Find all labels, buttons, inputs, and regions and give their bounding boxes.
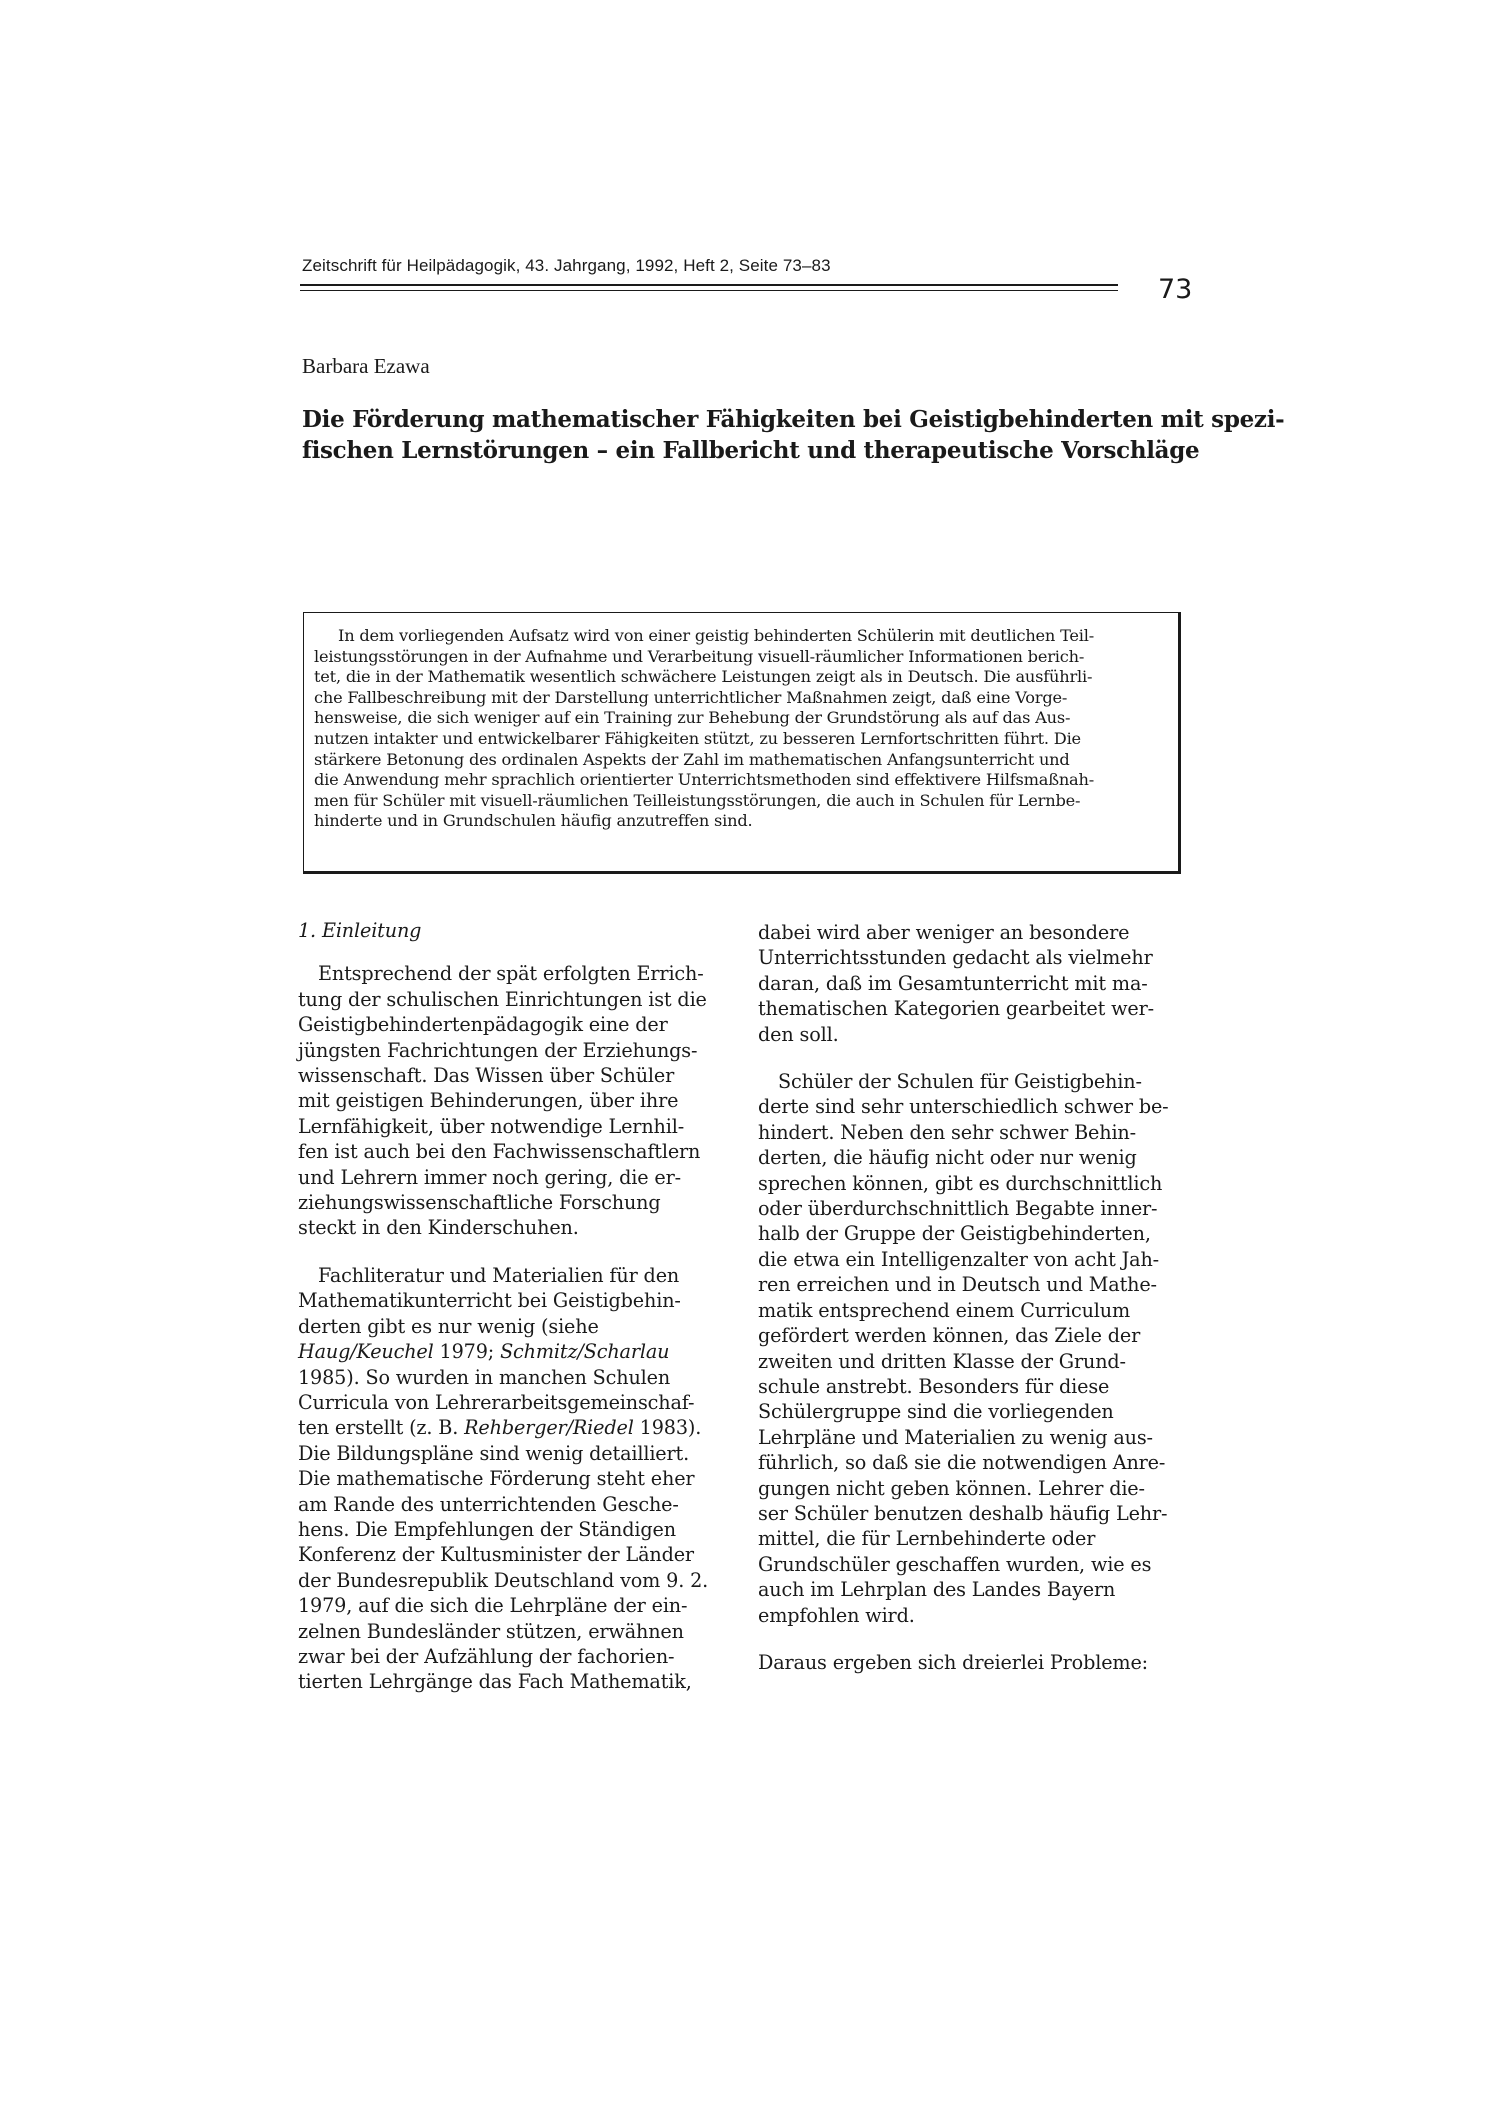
text-line: hens. Die Empfehlungen der Ständigen [298, 1517, 676, 1541]
abstract-line: stärkere Betonung des ordinalen Aspekts der Zahl im mathematischen Anfangsunterricht und [314, 749, 1070, 769]
text-line: sprechen können, gibt es durchschnittlich [758, 1171, 1163, 1195]
text-line: derte sind sehr unterschiedlich schwer be- [758, 1095, 1169, 1119]
title-line: fischen Lernstörungen – ein Fallbericht und therapeutische Vorschläge [302, 437, 1200, 464]
abstract-line: hensweise, die sich weniger auf ein Training zur Behebung der Grundstörung als auf das Aus- [314, 708, 1071, 728]
text-line: oder überdurchschnittlich Begabte inner- [758, 1197, 1158, 1221]
text-line: mit geistigen Behinderungen, über ihre [298, 1089, 679, 1113]
abstract-line: leistungsstörungen in der Aufnahme und Verarbeitung visuell-räumlicher Informationen berich- [314, 646, 1085, 666]
text-line: Schülergruppe sind die vorliegenden [758, 1400, 1114, 1424]
text-line-citation [298, 1415, 728, 1440]
text-line: Daraus ergeben sich dreierlei Probleme: [758, 1650, 1148, 1674]
citation: Schmitz/Scharlau [500, 1340, 670, 1364]
text-line: Mathematikunterricht bei Geistigbehin- [298, 1289, 681, 1313]
text-line: Lehrpläne und Materialien zu wenig aus- [758, 1425, 1153, 1449]
author-name: Barbara Ezawa [302, 354, 430, 378]
text-line: derten, die häufig nicht oder nur wenig [758, 1146, 1137, 1170]
text-line: ser Schüler benutzen deshalb häufig Lehr- [758, 1501, 1168, 1525]
text-line: Die Bildungspläne sind wenig detailliert. [298, 1441, 690, 1465]
abstract-line: hinderte und in Grundschulen häufig anzutreffen sind. [314, 811, 753, 831]
abstract-line: In dem vorliegenden Aufsatz wird von einer geistig behinderten Schülerin mit deutlichen Teil- [338, 626, 1095, 645]
citation: Haug/Keuchel [298, 1340, 434, 1364]
header-rule-thin [300, 290, 1118, 291]
text-line: derten gibt es nur wenig (siehe [298, 1314, 599, 1338]
text-line: der Bundesrepublik Deutschland vom 9. 2. [298, 1568, 709, 1592]
text-line: die etwa ein Intelligenzalter von acht Jah- [758, 1247, 1160, 1271]
text-line: Grundschüler geschaffen wurden, wie es [758, 1552, 1152, 1576]
text-line: Curricula von Lehrerarbeitsgemeinschaf- [298, 1390, 695, 1414]
text-line: halb der Gruppe der Geistigbehinderten, [758, 1222, 1151, 1246]
running-head: Zeitschrift für Heilpädagogik, 43. Jahrgang, 1992, Heft 2, Seite 73–83 [302, 256, 831, 275]
text-line: dabei wird aber weniger an besondere [758, 921, 1130, 944]
text-line: steckt in den Kinderschuhen. [298, 1216, 579, 1240]
text-line: auch im Lehrplan des Landes Bayern [758, 1578, 1116, 1602]
text-line: Unterrichtsstunden gedacht als vielmehr [758, 946, 1153, 970]
text-line: am Rande des unterrichtenden Gesche- [298, 1492, 679, 1516]
text-line: hindert. Neben den sehr schwer Behin- [758, 1120, 1136, 1144]
page-number: 73 [1158, 274, 1193, 305]
text-line: ren erreichen und in Deutsch und Mathe- [758, 1273, 1157, 1297]
text-line: und Lehrern immer noch gering, die er- [298, 1165, 681, 1189]
text-line: ziehungswissenschaftliche Forschung [298, 1191, 661, 1215]
text-line-citations [298, 1339, 728, 1364]
text-line: gungen nicht geben können. Lehrer die- [758, 1476, 1145, 1500]
abstract-line: men für Schüler mit visuell-räumlichen Teilleistungsstörungen, die auch in Schulen für Lernbe- [314, 790, 1081, 810]
text-line: mittel, die für Lernbehinderte oder [758, 1527, 1096, 1551]
text-line: zelnen Bundesländer stützen, erwähnen [298, 1619, 684, 1643]
abstract-line: nutzen intakter und entwickelbarer Fähigkeiten stützt, zu besseren Lernfortschritten führt. Die [314, 728, 1081, 748]
text-line: empfohlen wird. [758, 1603, 915, 1627]
text-line: schule anstrebt. Besonders für diese [758, 1374, 1110, 1398]
right-column [758, 920, 1196, 1697]
text-line: Konferenz der Kultusminister der Länder [298, 1543, 694, 1567]
text-line: daran, daß im Gesamtunterricht mit ma- [758, 971, 1148, 995]
title-line: Die Förderung mathematischer Fähigkeiten bei Geistigbehinderten mit spezi- [302, 406, 1285, 433]
abstract-line: che Fallbeschreibung mit der Darstellung unterrichtlicher Maßnahmen zeigt, daß eine Vorge- [314, 687, 1068, 707]
paragraph-intro-1 [298, 961, 728, 1240]
text-line: Schüler der Schulen für Geistigbehin- [778, 1070, 1142, 1094]
text-line: tung der schulischen Einrichtungen ist die [298, 987, 707, 1011]
text-line: tierten Lehrgänge das Fach Mathematik, [298, 1670, 692, 1694]
text-fragment: 1983). [633, 1416, 702, 1440]
text-line: 1985). So wurden in manchen Schulen [298, 1365, 671, 1389]
article-title [302, 404, 1285, 466]
text-line: zwar bei der Aufzählung der fachorien- [298, 1644, 675, 1668]
text-line: jüngsten Fachrichtungen der Erziehungs- [298, 1038, 698, 1062]
text-line: führlich, so daß sie die notwendigen Anre- [758, 1451, 1166, 1475]
text-line: gefördert werden können, das Ziele der [758, 1324, 1141, 1348]
left-column [298, 918, 728, 1717]
text-line: wissenschaft. Das Wissen über Schüler [298, 1064, 675, 1088]
abstract-text [314, 626, 1170, 832]
section-heading: 1. Einleitung [298, 919, 422, 942]
text-line: Die mathematische Förderung steht eher [298, 1467, 695, 1491]
text-line: thematischen Kategorien gearbeitet wer- [758, 997, 1154, 1021]
text-line: den soll. [758, 1022, 839, 1046]
citation: Rehberger/Riedel [464, 1416, 634, 1440]
paragraph-intro-2 [298, 1263, 728, 1695]
text-line: Geistigbehindertenpädagogik eine der [298, 1013, 668, 1037]
text-fragment: ten erstellt (z. B. [298, 1416, 465, 1440]
text-line: zweiten und dritten Klasse der Grund- [758, 1349, 1126, 1373]
paragraph-right-2 [758, 1069, 1196, 1628]
header-rule-thick [300, 284, 1118, 286]
abstract-line: die Anwendung mehr sprachlich orientierter Unterrichtsmethoden sind effektivere Hilfsmaßnah- [314, 770, 1094, 790]
abstract-line: tet, die in der Mathematik wesentlich schwächere Leistungen zeigt als in Deutsch. Die ausführli- [314, 667, 1093, 687]
paragraph-right-3 [758, 1650, 1196, 1675]
text-line: matik entsprechend einem Curriculum [758, 1298, 1131, 1322]
text-line: Lernfähigkeit, über notwendige Lernhil- [298, 1114, 685, 1138]
text-line: fen ist auch bei den Fachwissenschaftlern [298, 1140, 701, 1164]
text-line: Entsprechend der spät erfolgten Errich- [318, 962, 704, 986]
citation-year: 1979; [433, 1340, 501, 1364]
text-line: Fachliteratur und Materialien für den [318, 1263, 680, 1287]
text-line: 1979, auf die sich die Lehrpläne der ein- [298, 1594, 688, 1618]
paragraph-right-1 [758, 920, 1196, 1047]
